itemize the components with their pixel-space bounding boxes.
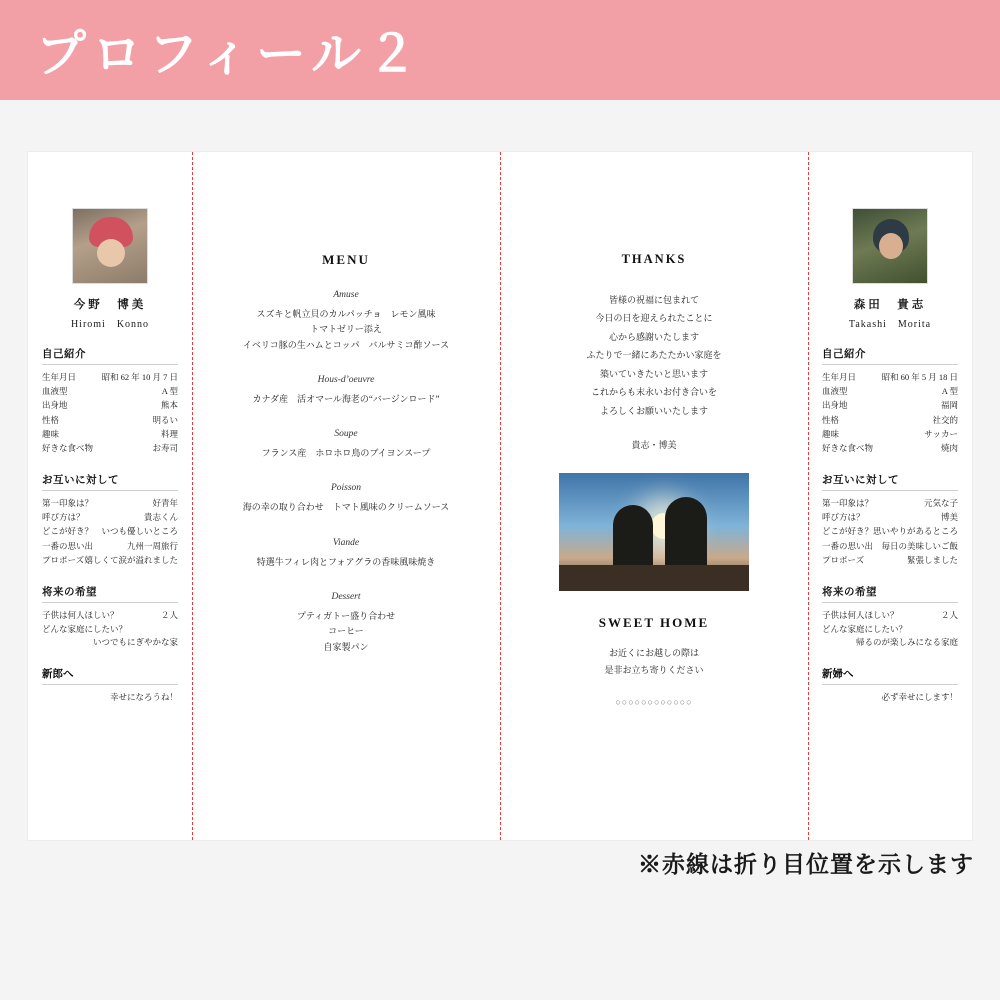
row-value: 好青年 [152,498,178,509]
profile-row [42,385,178,398]
groom-name-en: Takashi Morita [848,319,932,330]
profile-row [42,497,178,510]
sweet-home-line: お近くにお越しの際は [608,648,699,659]
course-line: プティガトー盛り合わせ [296,611,396,622]
profile-row [822,623,958,649]
row-label: 性格 [42,414,60,425]
bride-closing-section [42,650,178,703]
course-name: Dessert [331,592,361,603]
row-value: ２人 [940,609,958,620]
row-label: プロポーズ [42,554,85,565]
row-value: 明るい [152,414,178,425]
sweet-home-text [500,645,808,679]
section-title: お互いに対して [42,472,178,491]
row-value: 熊本 [160,400,178,411]
section-title: 将来の希望 [822,584,958,603]
row-label: 生年月日 [42,372,77,382]
menu-title: MENU [322,252,370,267]
profile-row [822,609,958,622]
bride-future-section [42,568,178,650]
menu-course [192,538,500,570]
bride-name-en: Hiromi Konno [70,319,150,330]
course-name: Viande [332,537,360,548]
row-value: A 型 [161,386,178,397]
profile-row [42,540,178,553]
bride-name-jp: 今野 博美 [73,299,147,311]
menu-course [192,375,500,407]
row-value: 博美 [940,512,958,523]
row-label: 一番の思い出 [42,540,94,551]
profile-row [42,525,178,538]
groom-future-section [822,568,958,650]
row-value: 元気な子 [923,498,958,509]
row-label: 出身地 [822,400,848,411]
row-label: どんな家庭にしたい？ [822,624,908,635]
groom-portrait-photo [852,208,928,284]
couple-sunset-photo [559,473,749,591]
row-value: サッカー [924,428,958,439]
row-label: 血液型 [822,386,848,397]
row-value: 帰るのが楽しみになる家庭 [855,637,958,648]
course-line: イベリコ豚の生ハムとコッパ バルサミコ酢ソース [242,339,450,350]
profile-row [822,442,958,455]
row-value: 料理 [160,428,178,439]
row-label: 性格 [822,414,840,425]
thanks-line: ふたりで一緒にあたたかい家庭を [586,350,722,361]
menu-course [192,290,500,353]
profile-row [822,497,958,510]
row-label: 第一印象は？ [822,498,874,509]
thanks-line: 今日の日を迎えられたことに [595,313,713,324]
menu-course [192,592,500,655]
sweet-home-title: SWEET HOME [598,615,710,631]
course-line: スズキと帆立貝のカルパッチョ レモン風味 [256,309,436,319]
row-value: 昭和 62 年 10 月 7 日 [101,372,178,382]
course-line: カナダ産 活オマール海老の“バージンロード” [252,393,440,404]
profile-row [42,371,178,384]
row-value: お寿司 [152,442,178,453]
decorative-dots: ○○○○○○○○○○○○ [615,697,693,708]
row-label: 趣味 [822,428,840,439]
menu-course [192,483,500,515]
row-value: 思いやりがあるところ [873,526,959,537]
row-label: 一番の思い出 [822,540,874,551]
row-label: 好きな食べ物 [822,442,874,453]
thanks-line: よろしくお願いいたします [599,405,708,416]
bride-portrait-photo [72,208,148,284]
photo-ground [559,565,749,591]
row-label: 血液型 [42,386,68,397]
profile-row [822,414,958,427]
fold-line-note: ※赤線は折り目位置を示します [638,851,974,877]
course-name: Hous-d’oeuvre [317,374,375,385]
course-line: コーヒー [328,626,364,637]
profile-row [822,385,958,398]
profile-row [822,554,958,567]
row-label: 呼び方は？ [42,512,85,523]
groom-self-intro-section [822,330,958,455]
profile-row [42,609,178,622]
thanks-line: 築いていきたいと思います [599,368,708,379]
thanks-message [500,291,808,420]
groom-closing-section [822,650,958,703]
row-label: 子供は何人ほしい？ [822,609,899,620]
row-value: 貴志くん [143,512,178,523]
row-value: 福岡 [940,400,958,411]
page-title: プロフィール２ [36,26,423,82]
course-name: Poisson [330,483,362,494]
thanks-line: 心から感謝いたします [608,331,699,342]
row-value: A 型 [941,386,958,397]
profile-row [822,428,958,441]
row-label: 呼び方は？ [822,512,865,523]
profile-row [822,540,958,553]
profile-row [42,442,178,455]
profile-row [822,511,958,524]
bride-self-intro-section [42,330,178,455]
thanks-signature: 貴志・博美 [631,440,677,451]
panel-thanks [500,152,808,840]
row-label: どんな家庭にしたい？ [42,624,128,635]
profile-row [42,399,178,412]
row-label: プロポーズ [822,554,865,565]
groom-each-other-section [822,456,958,567]
groom-name-jp: 森田 貴志 [853,299,927,311]
profile-row [822,399,958,412]
row-label: 第一印象は？ [42,498,94,509]
bride-each-other-section [42,456,178,567]
thanks-line: 皆様の祝福に包まれて [608,295,699,305]
profile-row [822,371,958,384]
section-title: 自己紹介 [42,346,178,365]
thanks-title: THANKS [621,252,687,266]
row-label: 生年月日 [822,372,857,382]
closing-title: 新郎へ [42,666,178,685]
row-label: どこが好き？ [42,526,94,537]
row-label: 趣味 [42,428,60,439]
course-line: トマトゼリー添え [310,324,382,335]
profile-row [42,414,178,427]
row-label: 子供は何人ほしい？ [42,609,119,620]
profile-row [42,623,178,649]
section-title: お互いに対して [822,472,958,491]
page-banner [0,0,1000,100]
row-value: いつも優しいところ [101,526,178,537]
panel-menu [192,152,500,840]
section-title: 将来の希望 [42,584,178,603]
row-value: 社交的 [932,414,958,425]
row-value: いつでもにぎやかな家 [92,637,178,648]
row-value: 九州一周旅行 [126,540,178,551]
fold-line [192,152,193,840]
thanks-line: これからも末永いお付き合いを [590,387,717,398]
course-line: 自家製パン [323,641,369,652]
profile-row [42,428,178,441]
row-value: 昭和 60 年 5 月 18 日 [881,372,958,382]
panel-groom [808,152,972,840]
row-label: どこが好き？ [822,526,874,537]
row-value: 焼肉 [940,442,958,453]
row-label: 好きな食べ物 [42,442,94,453]
panel-bride [28,152,192,840]
course-line: 海の幸の取り合わせ トマト風味のクリームソース [242,502,450,513]
row-value: 緊張しました [906,554,958,565]
section-title: 自己紹介 [822,346,958,365]
row-value: ２人 [160,609,178,620]
row-value: 嬉しくて涙が溢れました [84,554,178,565]
fold-line [808,152,809,840]
course-name: Soupe [334,429,358,440]
profile-row [822,525,958,538]
closing-text: 幸せになろうね！ [109,692,178,703]
sweet-home-line: 是非お立ち寄りください [604,665,704,676]
closing-title: 新婦へ [822,666,958,685]
row-value: 毎日の美味しいご飯 [881,540,958,551]
course-line: フランス産 ホロホロ鳥のブイヨンスープ [261,448,431,459]
course-name: Amuse [333,290,359,300]
row-label: 出身地 [42,400,68,411]
fold-line [500,152,501,840]
menu-course [192,429,500,461]
closing-text: 必ず幸せにします！ [881,692,958,703]
profile-sheet [28,152,972,840]
profile-row [42,511,178,524]
profile-row [42,554,178,567]
course-line: 特選牛フィレ肉とフォアグラの香味風味焼き [256,556,436,567]
